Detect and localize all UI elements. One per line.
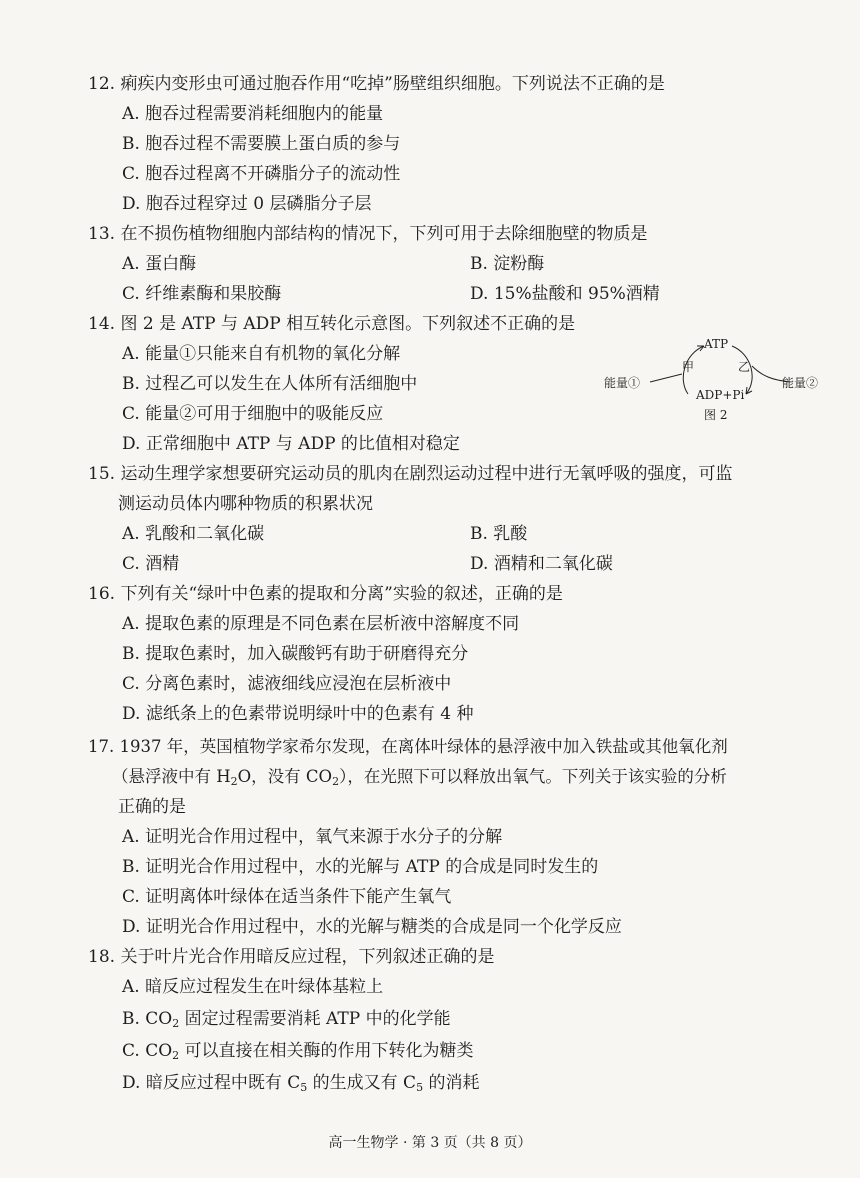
q17-subscript-1: 2	[230, 775, 238, 788]
question-15-stem-line-1: 15. 运动生理学家想要研究运动员的肌肉在剧烈运动过程中进行无氧呼吸的强度，可监	[88, 464, 733, 484]
question-18-option-c	[122, 1040, 474, 1062]
question-14-stem: 14. 图 2 是 ATP 与 ADP 相互转化示意图。下列叙述不正确的是	[88, 314, 576, 334]
figure-label-adp-pi: ADP+Pi	[696, 388, 745, 402]
figure-label-atp: ATP	[704, 337, 729, 351]
question-13-option-d: D. 15%盐酸和 95%酒精	[470, 284, 660, 304]
question-14-option-b: B. 过程乙可以发生在人体所有活细胞中	[122, 374, 418, 394]
figure-atp-adp-cycle	[600, 336, 830, 430]
question-16-option-d: D. 滤纸条上的色素带说明绿叶中的色素有 4 种	[122, 704, 474, 724]
question-15-option-d: D. 酒精和二氧化碳	[470, 554, 613, 574]
question-15-stem-line-2: 测运动员体内哪种物质的积累状况	[118, 494, 373, 514]
q18c-text-2: 可以直接在相关酶的作用下转化为糖类	[179, 1041, 474, 1061]
question-17-option-d: D. 证明光合作用过程中，水的光解与糖类的合成是同一个化学反应	[122, 917, 622, 937]
q18c-subscript: 2	[172, 1049, 180, 1062]
figure-label-process-yi: 乙	[738, 360, 751, 374]
q18d-text-2: 的生成又有 C	[307, 1073, 417, 1093]
figure-label-energy-2: 能量②	[782, 376, 819, 390]
question-13-option-c: C. 纤维素酶和果胶酶	[122, 284, 282, 304]
q18d-subscript-2: 5	[416, 1081, 424, 1094]
page-footer: 高一生物学 · 第 3 页（共 8 页）	[328, 1135, 532, 1151]
question-12-option-a: A. 胞吞过程需要消耗细胞内的能量	[122, 104, 384, 124]
q18c-text-1: C. CO	[122, 1041, 173, 1061]
question-18-option-b	[122, 1008, 451, 1030]
question-13-stem: 13. 在不损伤植物细胞内部结构的情况下，下列可用于去除细胞壁的物质是	[88, 224, 648, 244]
question-14-option-a: A. 能量①只能来自有机物的氧化分解	[122, 344, 401, 364]
question-15-option-b: B. 乳酸	[470, 524, 528, 544]
figure-label-process-jia: 甲	[682, 360, 695, 374]
question-16-option-c: C. 分离色素时，滤液细线应浸泡在层析液中	[122, 674, 452, 694]
question-14-option-d: D. 正常细胞中 ATP 与 ADP 的比值相对稳定	[122, 434, 460, 454]
q18b-text-1: B. CO	[122, 1009, 173, 1029]
q18b-text-2: 固定过程需要消耗 ATP 中的化学能	[179, 1009, 451, 1029]
q17-text-seg-1: （悬浮液中有 H	[112, 767, 231, 786]
question-16-option-b: B. 提取色素时，加入碳酸钙有助于研磨得充分	[122, 644, 469, 664]
question-12-stem: 12. 痢疾内变形虫可通过胞吞作用“吃掉”肠壁组织细胞。下列说法不正确的是	[88, 74, 665, 94]
figure-caption: 图 2	[704, 408, 728, 422]
question-18-option-d	[122, 1072, 479, 1094]
question-17-stem-line-3: 正确的是	[118, 797, 186, 817]
question-17-option-a: A. 证明光合作用过程中，氧气来源于水分子的分解	[122, 827, 503, 847]
question-17-stem-line-1: 17. 1937 年，英国植物学家希尔发现，在离体叶绿体的悬浮液中加入铁盐或其他氧化剂	[88, 737, 728, 756]
q18d-text-1: D. 暗反应过程中既有 C	[122, 1073, 301, 1093]
q17-text-seg-3: ），在光照下可以释放出氧气。下列关于该实验的分析	[339, 767, 727, 786]
figure-label-energy-1: 能量①	[604, 376, 641, 390]
question-18-stem: 18. 关于叶片光合作用暗反应过程，下列叙述正确的是	[88, 947, 495, 967]
question-16-option-a: A. 提取色素的原理是不同色素在层析液中溶解度不同	[122, 614, 520, 634]
q18b-subscript: 2	[172, 1017, 180, 1030]
question-14-option-c: C. 能量②可用于细胞中的吸能反应	[122, 404, 384, 424]
question-13-option-a: A. 蛋白酶	[122, 254, 197, 274]
question-15-option-c: C. 酒精	[122, 554, 180, 574]
question-17-stem-line-2	[112, 766, 727, 788]
question-17-option-b: B. 证明光合作用过程中，水的光解与 ATP 的合成是同时发生的	[122, 857, 599, 877]
question-15-option-a: A. 乳酸和二氧化碳	[122, 524, 265, 544]
q17-text-seg-2: O，没有 CO	[237, 767, 333, 786]
question-13-option-b: B. 淀粉酶	[470, 254, 545, 274]
question-17-option-c: C. 证明离体叶绿体在适当条件下能产生氧气	[122, 887, 452, 907]
question-12-option-d: D. 胞吞过程穿过 0 层磷脂分子层	[122, 194, 372, 214]
q18d-text-3: 的消耗	[423, 1073, 480, 1093]
q18d-subscript-1: 5	[300, 1081, 308, 1094]
question-18-option-a: A. 暗反应过程发生在叶绿体基粒上	[122, 977, 384, 997]
question-12-option-b: B. 胞吞过程不需要膜上蛋白质的参与	[122, 134, 401, 154]
question-12-option-c: C. 胞吞过程离不开磷脂分子的流动性	[122, 164, 401, 184]
q17-subscript-2: 2	[332, 775, 340, 788]
question-16-stem: 16. 下列有关“绿叶中色素的提取和分离”实验的叙述，正确的是	[88, 584, 563, 604]
